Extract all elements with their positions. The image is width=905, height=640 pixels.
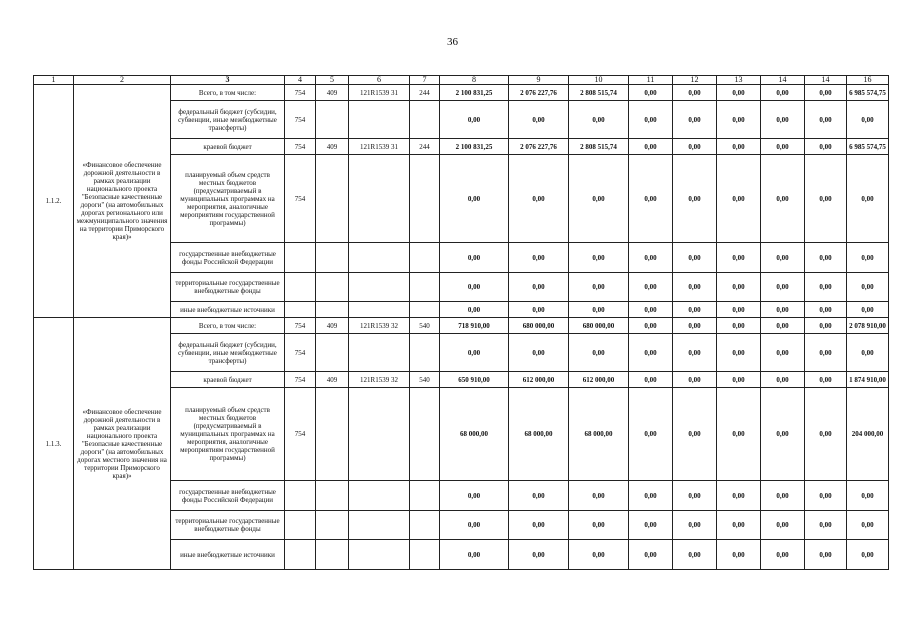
cell-value-16: 0,00 [847, 511, 889, 540]
cell-value-15: 0,00 [805, 511, 847, 540]
funding-source-label: краевой бюджет [171, 139, 285, 155]
cell-value-8: 2 100 831,25 [440, 85, 509, 101]
cell-code-7 [410, 334, 440, 372]
cell-value-9: 0,00 [509, 511, 569, 540]
cell-value-14: 0,00 [761, 273, 805, 302]
cell-value-16: 0,00 [847, 243, 889, 273]
column-header: 3 [171, 76, 285, 85]
cell-value-13: 0,00 [717, 101, 761, 139]
cell-code-6: 121R1539 31 [349, 85, 410, 101]
column-header: 14 [761, 76, 805, 85]
cell-code-5 [316, 334, 349, 372]
funding-source-label: федеральный бюджет (субсидии, субвенции, иные межбюджетные трансферты) [171, 334, 285, 372]
cell-code-5 [316, 101, 349, 139]
cell-value-9: 612 000,00 [509, 372, 569, 388]
cell-value-15: 0,00 [805, 85, 847, 101]
cell-value-13: 0,00 [717, 139, 761, 155]
cell-code-5 [316, 388, 349, 481]
cell-value-11: 0,00 [629, 540, 673, 570]
page-number: 36 [447, 36, 458, 48]
cell-value-16: 0,00 [847, 302, 889, 318]
cell-value-15: 0,00 [805, 481, 847, 511]
cell-code-7 [410, 101, 440, 139]
cell-value-15: 0,00 [805, 101, 847, 139]
cell-value-16: 204 000,00 [847, 388, 889, 481]
cell-value-12: 0,00 [673, 540, 717, 570]
cell-value-11: 0,00 [629, 155, 673, 243]
cell-value-8: 68 000,00 [440, 388, 509, 481]
cell-value-10: 0,00 [569, 481, 629, 511]
section-number: 1.1.3. [34, 318, 74, 570]
cell-value-13: 0,00 [717, 481, 761, 511]
cell-code-6 [349, 334, 410, 372]
cell-value-11: 0,00 [629, 243, 673, 273]
cell-value-14: 0,00 [761, 243, 805, 273]
cell-value-11: 0,00 [629, 511, 673, 540]
cell-value-9: 2 076 227,76 [509, 85, 569, 101]
cell-value-13: 0,00 [717, 302, 761, 318]
section-description: «Финансовое обеспечение дорожной деятельности в рамках реализации национального проекта "Безопасные качественные дороги" (на автомобильных дорогах регионального или межмуниципального значения на территории Приморского края)» [74, 85, 171, 318]
cell-code-5 [316, 273, 349, 302]
cell-code-6 [349, 273, 410, 302]
cell-value-13: 0,00 [717, 273, 761, 302]
cell-value-15: 0,00 [805, 540, 847, 570]
cell-value-8: 0,00 [440, 273, 509, 302]
cell-code-6 [349, 302, 410, 318]
cell-value-11: 0,00 [629, 372, 673, 388]
cell-value-10: 2 808 515,74 [569, 85, 629, 101]
cell-value-16: 0,00 [847, 481, 889, 511]
cell-code-6: 121R1539 32 [349, 372, 410, 388]
cell-value-12: 0,00 [673, 85, 717, 101]
funding-source-label: государственные внебюджетные фонды Российской Федерации [171, 243, 285, 273]
budget-table [33, 75, 889, 570]
cell-value-14: 0,00 [761, 388, 805, 481]
column-header: 10 [569, 76, 629, 85]
column-header: 2 [74, 76, 171, 85]
cell-value-13: 0,00 [717, 540, 761, 570]
cell-code-5: 409 [316, 372, 349, 388]
cell-code-7: 540 [410, 318, 440, 334]
cell-code-6 [349, 511, 410, 540]
funding-source-label: иные внебюджетные источники [171, 540, 285, 570]
cell-code-7 [410, 243, 440, 273]
cell-code-7 [410, 540, 440, 570]
cell-value-13: 0,00 [717, 372, 761, 388]
cell-code-5 [316, 540, 349, 570]
cell-code-7 [410, 273, 440, 302]
cell-value-13: 0,00 [717, 155, 761, 243]
cell-code-6 [349, 540, 410, 570]
cell-value-15: 0,00 [805, 302, 847, 318]
cell-value-12: 0,00 [673, 388, 717, 481]
cell-value-10: 680 000,00 [569, 318, 629, 334]
cell-value-9: 0,00 [509, 101, 569, 139]
cell-value-15: 0,00 [805, 334, 847, 372]
funding-source-label: Всего, в том числе: [171, 85, 285, 101]
cell-code-7 [410, 511, 440, 540]
cell-value-9: 0,00 [509, 273, 569, 302]
cell-value-12: 0,00 [673, 511, 717, 540]
cell-value-15: 0,00 [805, 318, 847, 334]
cell-code-6: 121R1539 32 [349, 318, 410, 334]
section-description: «Финансовое обеспечение дорожной деятельности в рамках реализации национального проекта "Безопасные качественные дороги" (на автомобильных дорогах местного значения на территории Приморского края)» [74, 318, 171, 570]
cell-code-4: 754 [285, 334, 316, 372]
cell-value-14: 0,00 [761, 511, 805, 540]
funding-source-label: федеральный бюджет (субсидии, субвенции, иные межбюджетные трансферты) [171, 101, 285, 139]
cell-value-12: 0,00 [673, 243, 717, 273]
cell-code-7: 244 [410, 85, 440, 101]
cell-value-14: 0,00 [761, 372, 805, 388]
cell-value-11: 0,00 [629, 139, 673, 155]
cell-value-10: 0,00 [569, 511, 629, 540]
cell-value-11: 0,00 [629, 302, 673, 318]
column-header: 11 [629, 76, 673, 85]
cell-value-9: 0,00 [509, 481, 569, 511]
column-header: 16 [847, 76, 889, 85]
cell-value-10: 612 000,00 [569, 372, 629, 388]
cell-code-5 [316, 243, 349, 273]
cell-value-13: 0,00 [717, 85, 761, 101]
cell-value-15: 0,00 [805, 155, 847, 243]
cell-value-14: 0,00 [761, 334, 805, 372]
cell-value-11: 0,00 [629, 85, 673, 101]
cell-value-8: 0,00 [440, 302, 509, 318]
cell-value-9: 0,00 [509, 334, 569, 372]
cell-value-8: 0,00 [440, 155, 509, 243]
cell-value-9: 0,00 [509, 302, 569, 318]
cell-code-7 [410, 388, 440, 481]
cell-code-5: 409 [316, 139, 349, 155]
cell-code-6: 121R1539 31 [349, 139, 410, 155]
cell-code-7 [410, 302, 440, 318]
cell-code-7 [410, 155, 440, 243]
cell-value-10: 0,00 [569, 155, 629, 243]
cell-value-16: 0,00 [847, 273, 889, 302]
funding-source-label: территориальные государственные внебюджетные фонды [171, 273, 285, 302]
column-header: 12 [673, 76, 717, 85]
cell-value-12: 0,00 [673, 155, 717, 243]
cell-value-16: 0,00 [847, 155, 889, 243]
column-header: 1 [34, 76, 74, 85]
cell-code-4: 754 [285, 85, 316, 101]
cell-code-6 [349, 481, 410, 511]
cell-code-5: 409 [316, 85, 349, 101]
cell-code-4: 754 [285, 139, 316, 155]
cell-value-9: 0,00 [509, 243, 569, 273]
cell-value-10: 0,00 [569, 273, 629, 302]
table-row [34, 85, 889, 101]
cell-value-8: 0,00 [440, 101, 509, 139]
cell-value-15: 0,00 [805, 372, 847, 388]
cell-value-11: 0,00 [629, 318, 673, 334]
cell-value-15: 0,00 [805, 139, 847, 155]
cell-code-5 [316, 155, 349, 243]
cell-value-14: 0,00 [761, 85, 805, 101]
cell-value-14: 0,00 [761, 481, 805, 511]
column-header: 5 [316, 76, 349, 85]
cell-value-8: 650 910,00 [440, 372, 509, 388]
column-header: 14 [805, 76, 847, 85]
cell-value-8: 2 100 831,25 [440, 139, 509, 155]
cell-value-16: 6 985 574,75 [847, 139, 889, 155]
cell-value-10: 0,00 [569, 243, 629, 273]
cell-value-11: 0,00 [629, 273, 673, 302]
cell-value-14: 0,00 [761, 302, 805, 318]
cell-value-16: 1 874 910,00 [847, 372, 889, 388]
cell-value-15: 0,00 [805, 388, 847, 481]
cell-value-10: 0,00 [569, 302, 629, 318]
cell-value-9: 0,00 [509, 540, 569, 570]
cell-value-8: 0,00 [440, 243, 509, 273]
cell-value-16: 0,00 [847, 101, 889, 139]
cell-code-6 [349, 155, 410, 243]
cell-value-16: 2 078 910,00 [847, 318, 889, 334]
cell-code-4: 754 [285, 372, 316, 388]
cell-value-12: 0,00 [673, 481, 717, 511]
cell-code-4 [285, 540, 316, 570]
cell-value-15: 0,00 [805, 243, 847, 273]
cell-value-9: 68 000,00 [509, 388, 569, 481]
cell-value-12: 0,00 [673, 139, 717, 155]
cell-code-6 [349, 243, 410, 273]
cell-value-14: 0,00 [761, 540, 805, 570]
cell-value-12: 0,00 [673, 302, 717, 318]
cell-code-4: 754 [285, 155, 316, 243]
funding-source-label: планируемый объем средств местных бюджетов (предусматриваемый в муниципальных программах на мероприятия, аналогичные мероприятиям государственной программы) [171, 388, 285, 481]
cell-code-5 [316, 511, 349, 540]
cell-value-8: 0,00 [440, 511, 509, 540]
cell-value-9: 0,00 [509, 155, 569, 243]
cell-value-16: 0,00 [847, 334, 889, 372]
cell-code-7: 244 [410, 139, 440, 155]
header-row [34, 76, 889, 85]
cell-value-10: 0,00 [569, 101, 629, 139]
funding-source-label: государственные внебюджетные фонды Российской Федерации [171, 481, 285, 511]
cell-code-4 [285, 243, 316, 273]
cell-value-12: 0,00 [673, 101, 717, 139]
cell-value-9: 680 000,00 [509, 318, 569, 334]
cell-value-12: 0,00 [673, 273, 717, 302]
funding-source-label: Всего, в том числе: [171, 318, 285, 334]
cell-code-4 [285, 302, 316, 318]
cell-value-11: 0,00 [629, 334, 673, 372]
column-header: 7 [410, 76, 440, 85]
cell-value-8: 0,00 [440, 334, 509, 372]
cell-value-11: 0,00 [629, 101, 673, 139]
cell-code-4: 754 [285, 388, 316, 481]
column-header: 9 [509, 76, 569, 85]
column-header: 4 [285, 76, 316, 85]
funding-source-label: планируемый объем средств местных бюджетов (предусматриваемый в муниципальных программах на мероприятия, аналогичные мероприятиям государственной программы) [171, 155, 285, 243]
cell-value-9: 2 076 227,76 [509, 139, 569, 155]
cell-value-14: 0,00 [761, 318, 805, 334]
cell-value-8: 0,00 [440, 540, 509, 570]
cell-code-4 [285, 273, 316, 302]
cell-code-5 [316, 481, 349, 511]
cell-value-13: 0,00 [717, 334, 761, 372]
cell-code-4 [285, 481, 316, 511]
cell-code-4: 754 [285, 101, 316, 139]
cell-value-8: 718 910,00 [440, 318, 509, 334]
table-row [34, 318, 889, 334]
cell-value-14: 0,00 [761, 101, 805, 139]
cell-value-10: 2 808 515,74 [569, 139, 629, 155]
cell-code-6 [349, 388, 410, 481]
cell-value-11: 0,00 [629, 388, 673, 481]
cell-value-14: 0,00 [761, 155, 805, 243]
cell-value-12: 0,00 [673, 334, 717, 372]
cell-value-15: 0,00 [805, 273, 847, 302]
cell-value-10: 0,00 [569, 334, 629, 372]
column-header: 13 [717, 76, 761, 85]
funding-source-label: территориальные государственные внебюджетные фонды [171, 511, 285, 540]
column-header: 6 [349, 76, 410, 85]
cell-code-7: 540 [410, 372, 440, 388]
cell-code-6 [349, 101, 410, 139]
cell-value-12: 0,00 [673, 372, 717, 388]
cell-value-11: 0,00 [629, 481, 673, 511]
cell-code-5: 409 [316, 318, 349, 334]
cell-value-12: 0,00 [673, 318, 717, 334]
cell-value-13: 0,00 [717, 243, 761, 273]
cell-value-14: 0,00 [761, 139, 805, 155]
cell-value-8: 0,00 [440, 481, 509, 511]
funding-source-label: иные внебюджетные источники [171, 302, 285, 318]
section-number: 1.1.2. [34, 85, 74, 318]
funding-source-label: краевой бюджет [171, 372, 285, 388]
cell-code-4: 754 [285, 318, 316, 334]
cell-value-13: 0,00 [717, 511, 761, 540]
cell-code-4 [285, 511, 316, 540]
cell-code-5 [316, 302, 349, 318]
cell-code-7 [410, 481, 440, 511]
cell-value-13: 0,00 [717, 388, 761, 481]
cell-value-16: 6 985 574,75 [847, 85, 889, 101]
column-header: 8 [440, 76, 509, 85]
cell-value-13: 0,00 [717, 318, 761, 334]
cell-value-10: 68 000,00 [569, 388, 629, 481]
cell-value-16: 0,00 [847, 540, 889, 570]
cell-value-10: 0,00 [569, 540, 629, 570]
